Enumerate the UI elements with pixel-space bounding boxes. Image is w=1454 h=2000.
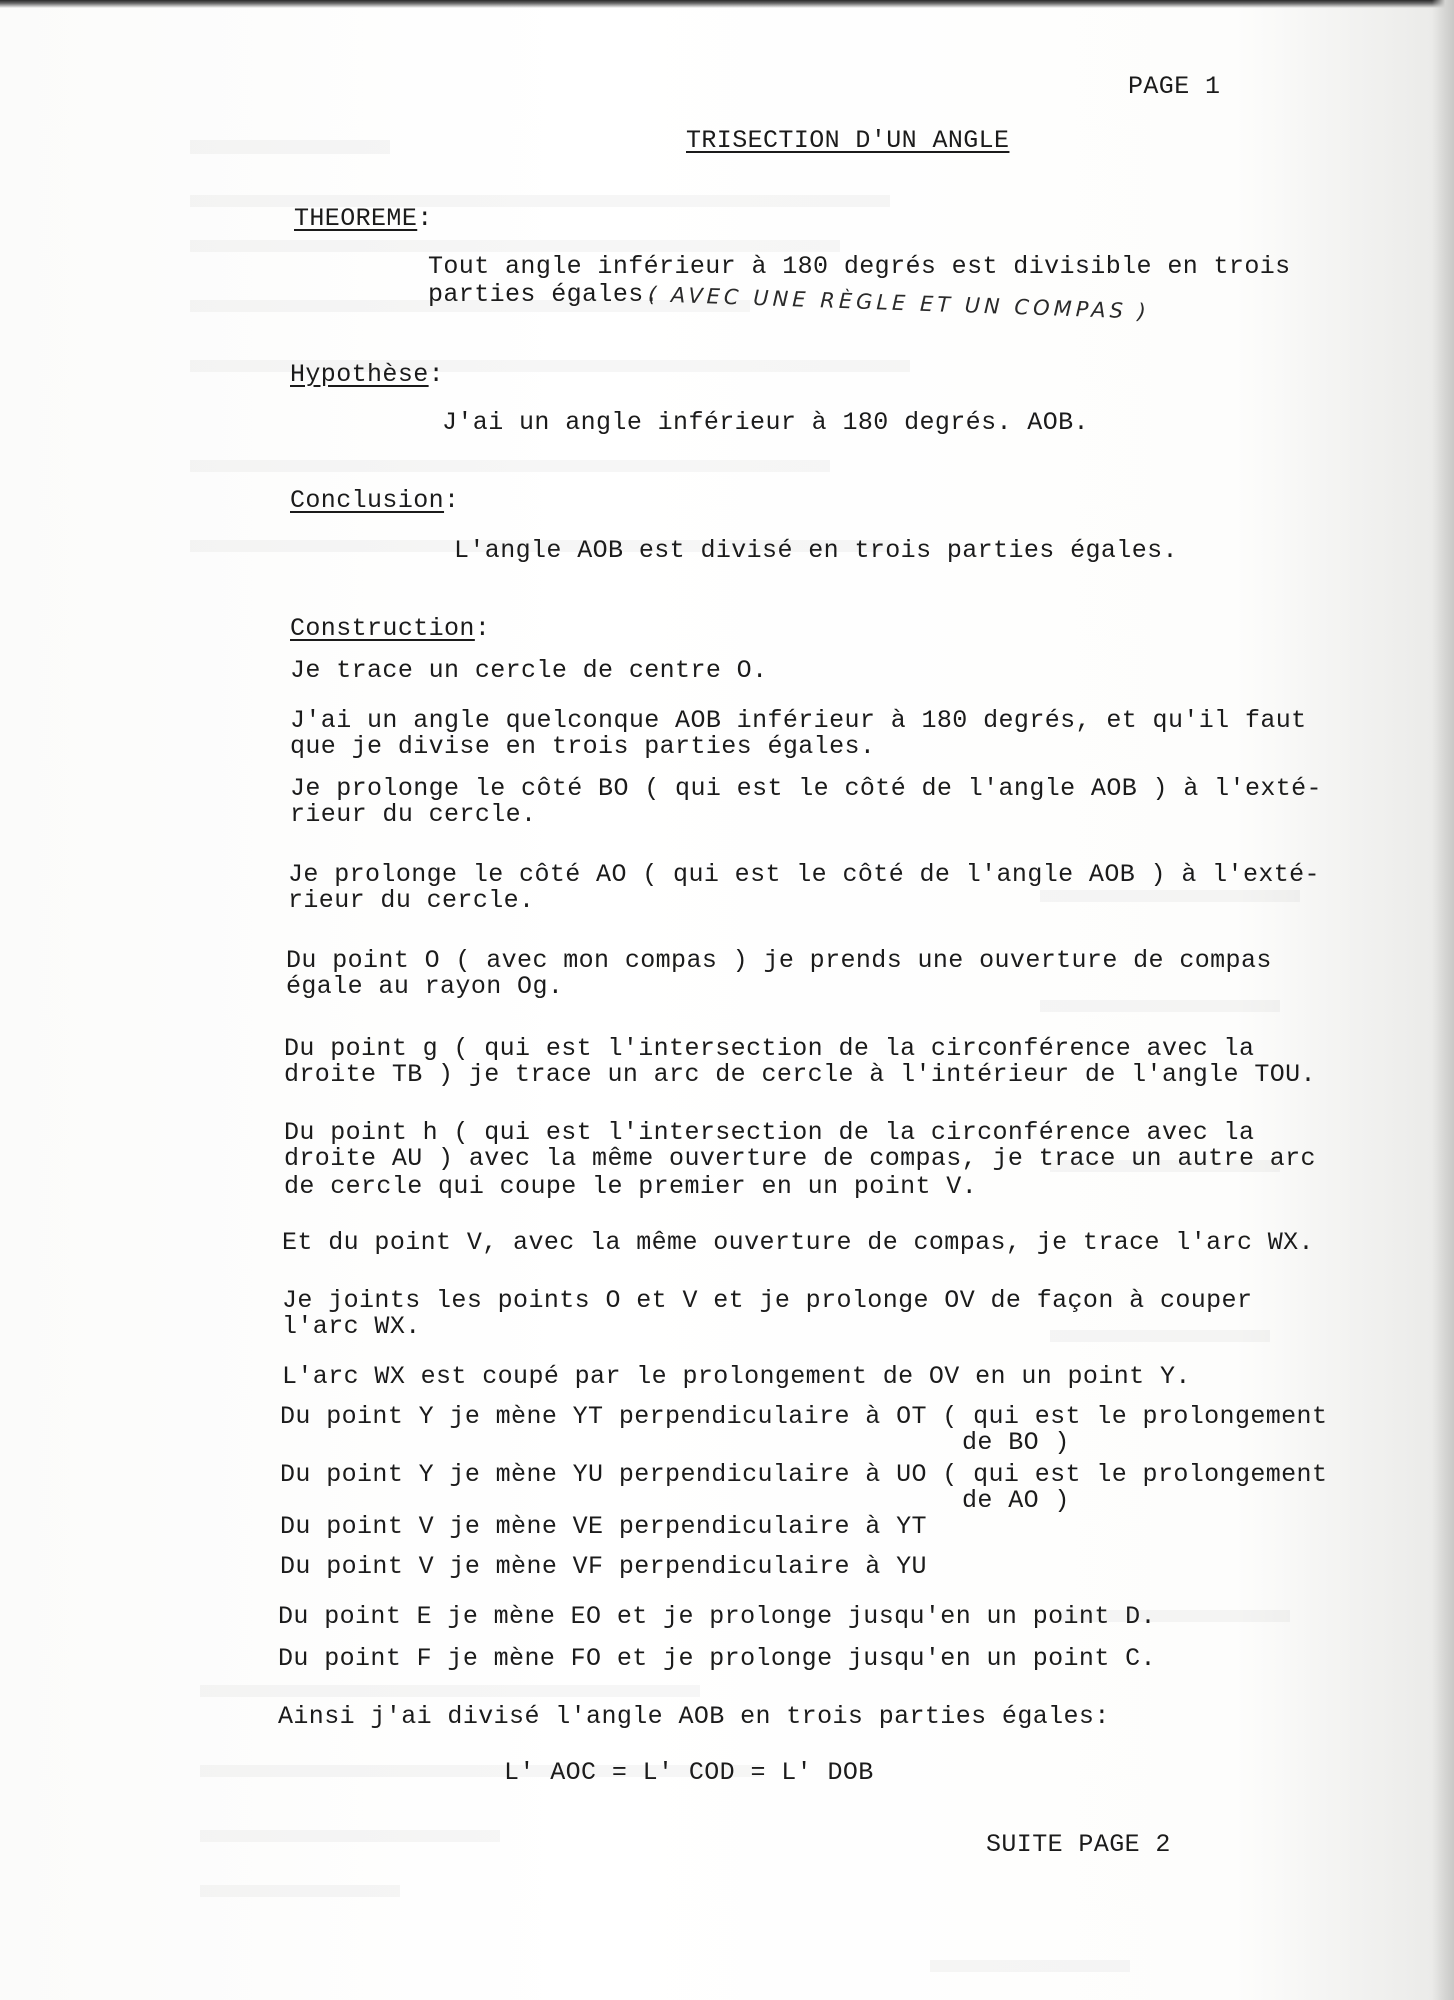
construction-line: Du point O ( avec mon compas ) je prends une ouverture de compas [286, 946, 1272, 975]
construction-line: de BO ) [962, 1428, 1070, 1457]
construction-line: que je divise en trois parties égales. [290, 732, 876, 761]
construction-line: de cercle qui coupe le premier en un point V. [284, 1172, 978, 1201]
hypothesis-colon: : [428, 360, 445, 389]
continuation-note: SUITE PAGE 2 [986, 1830, 1171, 1859]
document-title: TRISECTION D'UN ANGLE [686, 126, 1010, 155]
hypothesis-heading: Hypothèse [290, 360, 429, 389]
construction-line: Du point Y je mène YU perpendiculaire à UO ( qui est le prolongement [280, 1460, 1328, 1489]
theorem-heading-block [294, 204, 433, 234]
construction-heading: Construction [290, 614, 475, 643]
construction-line: rieur du cercle. [290, 800, 537, 829]
construction-result: L' AOC = L' COD = L' DOB [504, 1758, 874, 1787]
construction-line: Et du point V, avec la même ouverture de compas, je trace l'arc WX. [282, 1228, 1314, 1257]
theorem-line-1: Tout angle inférieur à 180 degrés est divisible en trois [428, 252, 1291, 281]
conclusion-heading: Conclusion [290, 486, 445, 515]
construction-line: J'ai un angle quelconque AOB inférieur à 180 degrés, et qu'il faut [290, 706, 1307, 735]
construction-line: droite TB ) je trace un arc de cercle à l'intérieur de l'angle TOU. [284, 1060, 1316, 1089]
construction-line: Du point Y je mène YT perpendiculaire à OT ( qui est le prolongement [280, 1402, 1328, 1431]
conclusion-text: L'angle AOB est divisé en trois parties égales. [454, 536, 1178, 565]
construction-line: Du point V je mène VE perpendiculaire à YT [280, 1512, 927, 1541]
construction-line: rieur du cercle. [288, 886, 535, 915]
construction-line: Du point h ( qui est l'intersection de la circonférence avec la [284, 1118, 1255, 1147]
construction-line: Du point g ( qui est l'intersection de la circonférence avec la [284, 1034, 1255, 1063]
theorem-line-2: parties égales. [428, 280, 660, 309]
construction-line: Ainsi j'ai divisé l'angle AOB en trois parties égales: [278, 1702, 1110, 1731]
construction-line: égale au rayon Og. [286, 972, 564, 1001]
construction-line: l'arc WX. [282, 1312, 421, 1341]
theorem-heading: THEOREME [294, 204, 418, 233]
construction-line: Je prolonge le côté AO ( qui est le côté de l'angle AOB ) à l'exté- [288, 860, 1320, 889]
construction-colon: : [474, 614, 491, 643]
conclusion-heading-block [290, 486, 459, 516]
construction-line: Je prolonge le côté BO ( qui est le côté de l'angle AOB ) à l'exté- [290, 774, 1322, 803]
theorem-colon: : [417, 204, 433, 233]
construction-line: Du point E je mène EO et je prolonge jusqu'en un point D. [278, 1602, 1156, 1631]
construction-line: de AO ) [962, 1486, 1070, 1515]
construction-line: Du point F je mène FO et je prolonge jusqu'en un point C. [278, 1644, 1156, 1673]
construction-line: Je joints les points O et V et je prolonge OV de façon à couper [282, 1286, 1253, 1315]
construction-heading-block [290, 614, 490, 644]
construction-line: L'arc WX est coupé par le prolongement de OV en un point Y. [282, 1362, 1191, 1391]
page-number: PAGE 1 [1128, 72, 1221, 101]
construction-line: Je trace un cercle de centre O. [290, 656, 768, 685]
construction-line: droite AU ) avec la même ouverture de compas, je trace un autre arc [284, 1144, 1316, 1173]
conclusion-colon: : [444, 486, 460, 515]
hypothesis-text: J'ai un angle inférieur à 180 degrés. AOB. [442, 408, 1089, 437]
construction-line: Du point V je mène VF perpendiculaire à YU [280, 1552, 927, 1581]
handwritten-annotation: ( AVEC UNE RÈGLE ET UN COMPAS ) [647, 282, 1151, 324]
hypothesis-heading-block [290, 360, 444, 390]
